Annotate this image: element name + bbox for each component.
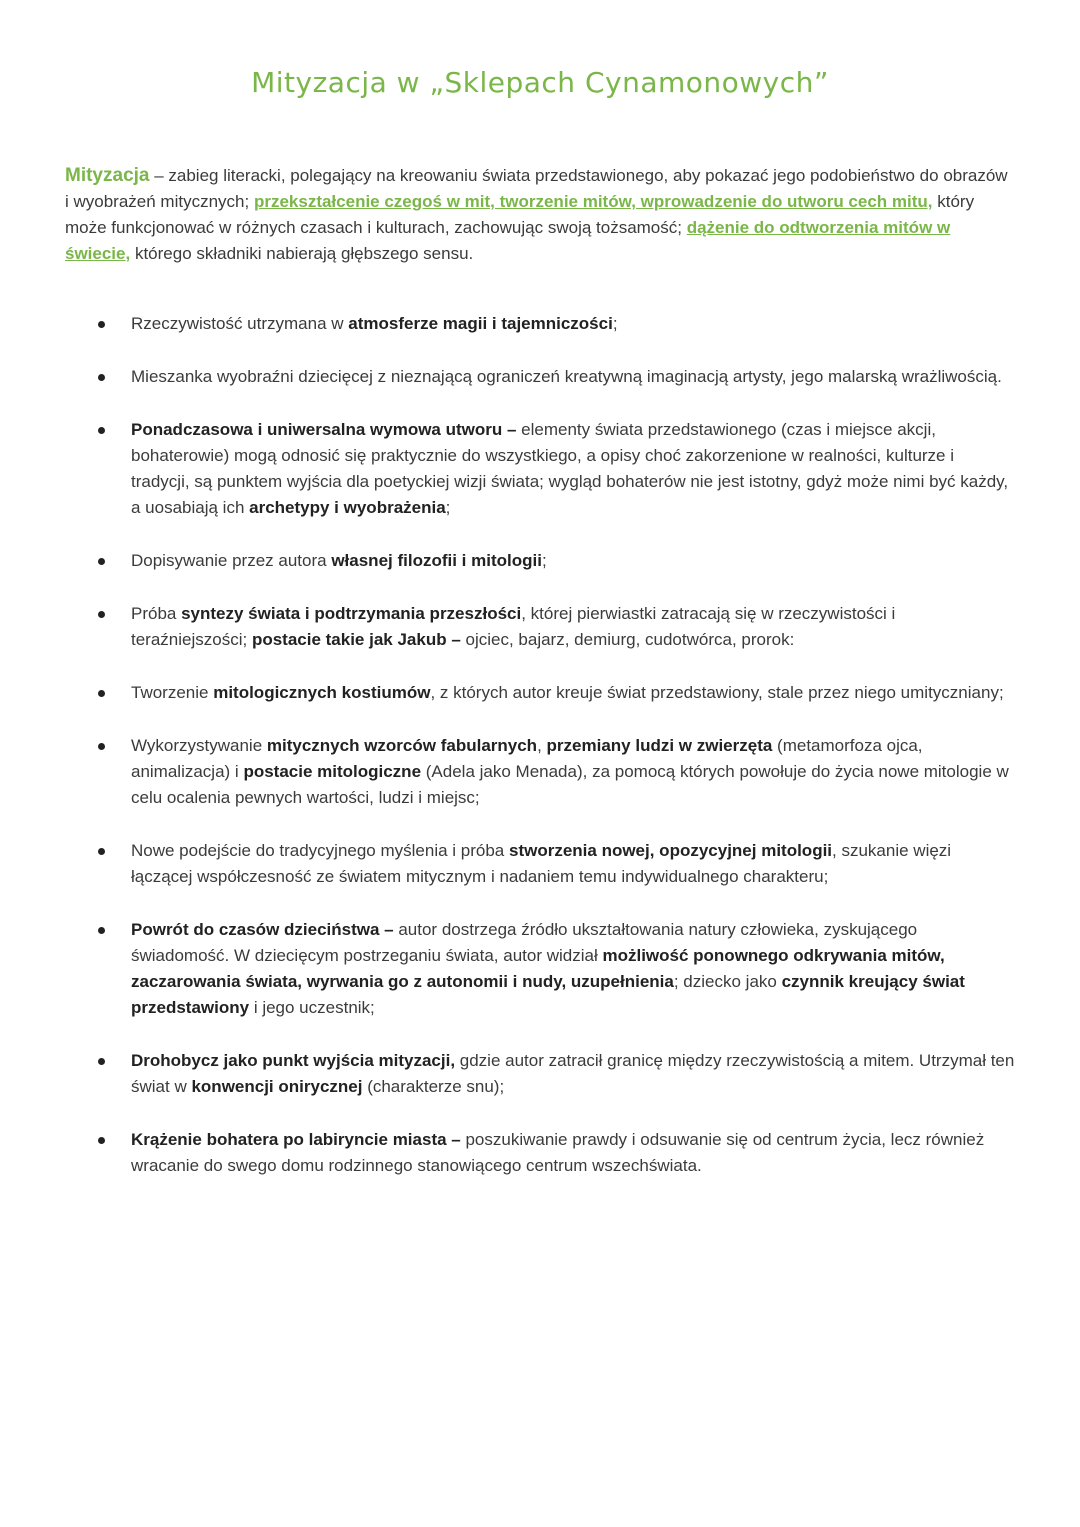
list-item [131,364,1016,390]
list-item [131,917,1016,1021]
bullet-icon [98,690,105,697]
list-item-emphasis: przemiany ludzi w zwierzęta [546,736,773,755]
list-item-text: , z których autor kreuje świat przedstawiony, stale przez niego umityczniany; [430,683,1004,702]
list-item-text: ; [612,314,618,333]
list-item [131,601,1016,653]
list-item-text: Próba [131,604,182,623]
intro-paragraph [65,163,1010,267]
list-item-text: , [537,736,547,755]
bullet-icon [98,743,105,750]
list-item-text: elementy świata przedstawionego (czas i miejsce akcji, bohaterowie) mogą odnosić się praktycznie do wszystkiego, a opisy choć zakorzenione w realności, kulturze i tradycji, są punktem wyjścia dla poetyckiej wizji świata; wygląd bohaterów nie jest istotny, gdyż może nimi być każdy, a uosabiają ich [131,420,1009,517]
list-item-emphasis: Ponadczasowa i uniwersalna wymowa utworu – [131,420,517,439]
bullet-icon [98,374,105,381]
list-item-text: Tworzenie [131,683,214,702]
list-item-emphasis: własnej filozofii i mitologii [331,551,542,570]
bullet-icon [98,1058,105,1065]
list-item-text: gdzie autor zatracił granicę między rzeczywistością a mitem. Utrzymał ten świat w [131,1051,1015,1096]
list-item-emphasis: atmosferze magii i tajemniczości [348,314,613,333]
list-item-emphasis: postacie takie jak Jakub – [251,630,461,649]
bullet-icon [98,558,105,565]
list-item [131,838,1016,890]
list-item [131,417,1016,521]
bullet-icon [98,848,105,855]
list-item [131,680,1016,706]
list-item-emphasis: Krążenie bohatera po labiryncie miasta – [131,1130,461,1149]
list-item-text: Dopisywanie przez autora [131,551,332,570]
intro-text-1: – zabieg literacki, polegający na kreowaniu świata przedstawionego, aby pokazać jego podobieństwo do obrazów i wyobrażeń mitycznych; [65,166,1008,211]
list-item [131,548,1016,574]
list-item-emphasis: mitologicznych kostiumów [213,683,431,702]
list-item-text: (Adela jako Menada), za pomocą których powołuje do życia nowe mitologie w celu ocalenia pewnych wartości, ludzi i miejsc; [131,762,1009,807]
list-item-text: ojciec, bajarz, demiurg, cudotwórca, prorok: [460,630,795,649]
list-item-text: ; [541,551,547,570]
page-title: Mityzacja w „Sklepach Cynamonowych” [251,66,829,99]
list-item-text: , szukanie więzi łączącej współczesność ze światem mitycznym i nadaniem temu indywidualnego charakteru; [131,841,952,886]
intro-highlight-2: dążenie do odtworzenia mitów w świecie, [65,218,951,263]
intro-text-2: który może funkcjonować w różnych czasach i kulturach, zachowując swoją tożsamość; [65,192,975,237]
list-item-text: Mieszanka wyobraźni dziecięcej z nieznającą ograniczeń kreatywną imaginacją artysty, jego malarską wrażliwością. [131,367,1002,386]
bullet-icon [98,427,105,434]
list-item-emphasis: stworzenia nowej, opozycyjnej mitologii [508,841,833,860]
intro-text-3: którego składniki nabierają głębszego sensu. [130,244,474,263]
list-item-text: ; dziecko jako [673,972,782,991]
list-item-text: Nowe podejście do tradycyjnego myślenia i próba [131,841,509,860]
bullet-icon [98,611,105,618]
list-item-text: (charakterze snu); [362,1077,505,1096]
list-item-emphasis: czynnik kreujący świat przedstawiony [131,972,965,1017]
list-item-emphasis: archetypy i wyobrażenia [249,498,446,517]
list-item-text: poszukiwanie prawdy i odsuwanie się od centrum życia, lecz również wracanie do swego domu rodzinnego stanowiącego centrum wszechświata. [131,1130,985,1175]
intro-highlight-1: przekształcenie czegoś w mit, tworzenie mitów, wprowadzenie do utworu cech mitu, [253,192,933,211]
list-item-text: i jego uczestnik; [249,998,375,1017]
list-item-text: autor dostrzega źródło ukształtowania natury człowieka, zyskującego świadomość. W dziecięcym postrzeganiu świata, autor widział [131,920,918,965]
list-item-text: Wykorzystywanie [131,736,267,755]
feature-list [0,311,1080,1206]
list-item-emphasis: Drohobycz jako punkt wyjścia mityzacji, [131,1051,456,1070]
bullet-icon [98,927,105,934]
list-item-text: Rzeczywistość utrzymana w [131,314,349,333]
list-item-text: ; [445,498,451,517]
bullet-icon [98,1137,105,1144]
list-item [131,1127,1016,1179]
list-item-text: (metamorfoza ojca, animalizacja) i [131,736,923,781]
list-item-emphasis: postacie mitologiczne [243,762,422,781]
list-item-emphasis: konwencji onirycznej [191,1077,363,1096]
list-item-text: , której pierwiastki zatracają się w rzeczywistości i teraźniejszości; [131,604,896,649]
bullet-icon [98,321,105,328]
list-item-emphasis: syntezy świata i podtrzymania przeszłości [181,604,522,623]
list-item-emphasis: możliwość ponownego odkrywania mitów, zaczarowania świata, wyrwania go z autonomii i nudy, uzupełnienia [131,946,945,991]
list-item [131,1048,1016,1100]
list-item-emphasis: mitycznych wzorców fabularnych [266,736,538,755]
list-item-emphasis: Powrót do czasów dzieciństwa – [131,920,394,939]
intro-term: Mityzacja [65,165,150,186]
list-item [131,733,1016,811]
list-item [131,311,1016,337]
